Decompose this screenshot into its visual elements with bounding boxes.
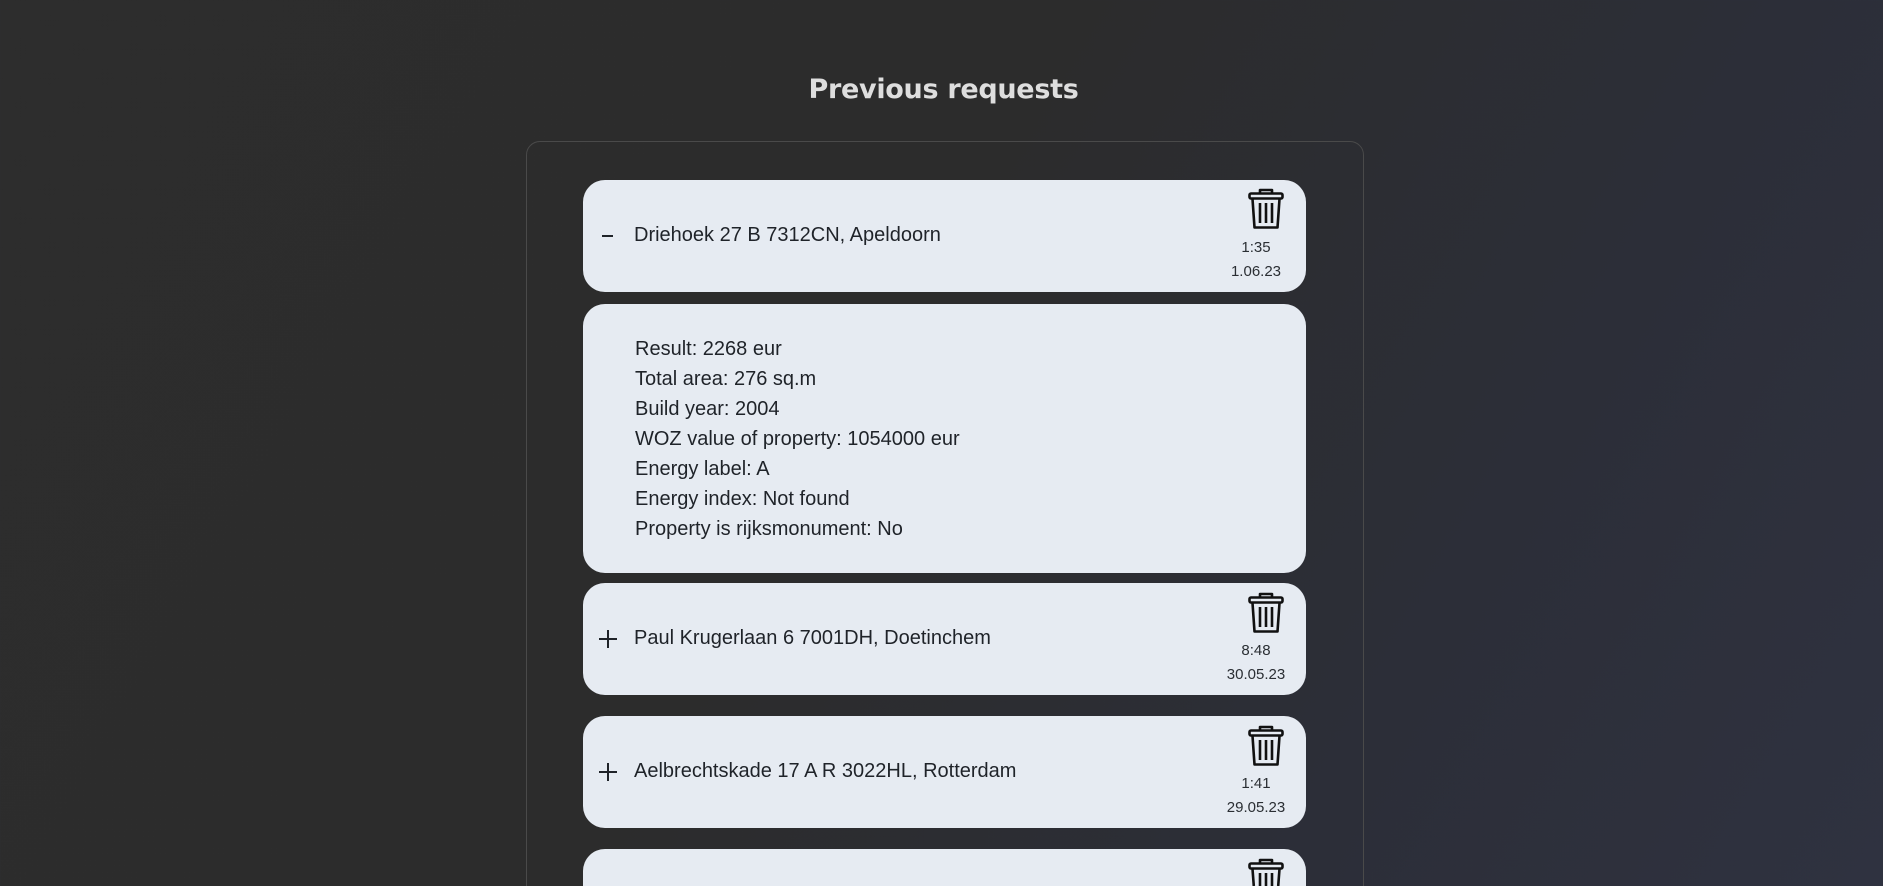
trash-icon[interactable]	[1248, 725, 1284, 767]
expand-toggle-plus-icon[interactable]	[597, 627, 621, 651]
request-item[interactable]	[583, 716, 1306, 828]
request-timestamp	[1204, 639, 1294, 687]
request-timestamp	[1204, 236, 1294, 284]
request-item[interactable]	[583, 180, 1306, 292]
request-date: 29.05.23	[1226, 799, 1286, 816]
detail-woz-value: WOZ value of property: 1054000 eur	[635, 428, 960, 450]
request-address: Aelbrechtskade 17 A R 3022HL, Rotterdam	[634, 760, 1017, 782]
expand-toggle-plus-icon[interactable]	[597, 760, 621, 784]
detail-rijksmonument: Property is rijksmonument: No	[635, 518, 903, 540]
request-details	[583, 304, 1306, 573]
trash-icon[interactable]	[1248, 592, 1284, 634]
request-date: 1.06.23	[1230, 263, 1282, 280]
request-time: 1:41	[1241, 775, 1271, 792]
request-date: 30.05.23	[1226, 666, 1286, 683]
request-time: 1:35	[1241, 239, 1271, 256]
request-address: Paul Krugerlaan 6 7001DH, Doetinchem	[634, 627, 991, 649]
detail-energy-index: Energy index: Not found	[635, 488, 850, 510]
page-title: Previous requests	[808, 74, 1079, 105]
request-address: Driehoek 27 B 7312CN, Apeldoorn	[634, 224, 941, 246]
request-item[interactable]	[583, 849, 1306, 886]
detail-total-area: Total area: 276 sq.m	[635, 368, 817, 390]
detail-energy-label: Energy label: A	[635, 458, 770, 480]
detail-build-year: Build year: 2004	[635, 398, 780, 420]
request-timestamp	[1204, 772, 1294, 820]
trash-icon[interactable]	[1248, 858, 1284, 886]
request-item[interactable]	[583, 583, 1306, 695]
request-time: 8:48	[1241, 642, 1271, 659]
trash-icon[interactable]	[1248, 188, 1284, 230]
detail-result: Result: 2268 eur	[635, 338, 782, 360]
collapse-toggle-minus-icon[interactable]	[597, 224, 621, 248]
